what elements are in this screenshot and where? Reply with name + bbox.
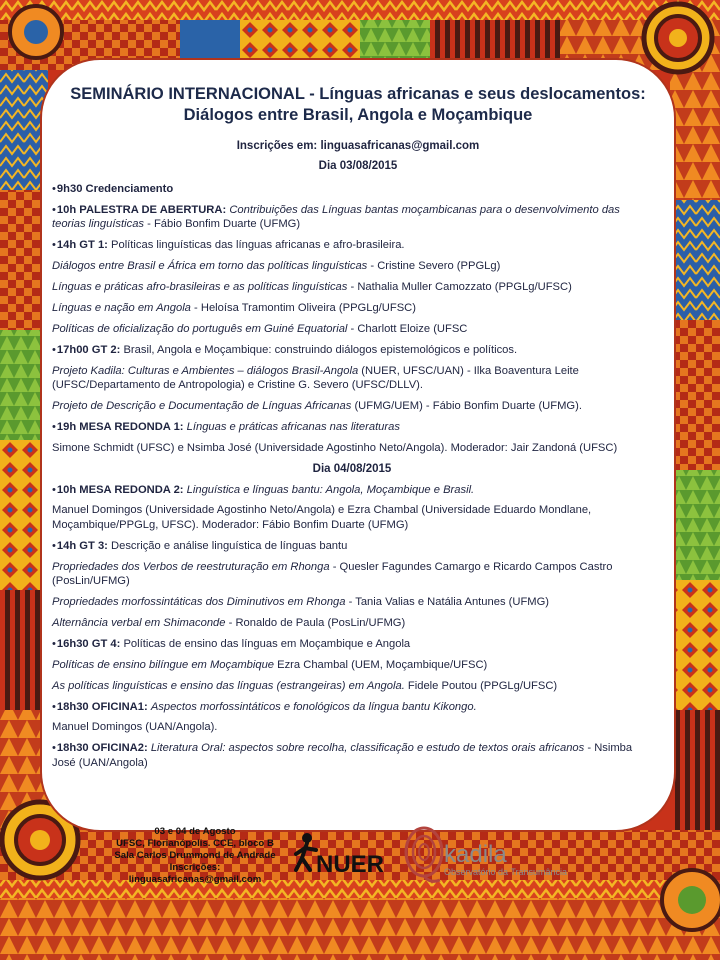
kadila-spiral-icon (400, 822, 600, 892)
presentation: Manuel Domingos (UAN/Angola). (52, 721, 218, 734)
event-room: Sala Carlos Drummond de Andrade (114, 850, 276, 861)
presentation: Línguas e nação em Angola - Heloísa Tramontim Oliveira (PPGLg/UFSC) (52, 301, 416, 314)
title-line-1: SEMINÁRIO INTERNACIONAL - Línguas africanas e seus deslocamentos: (70, 85, 646, 103)
medallion-top-right (644, 4, 712, 72)
day-2-heading: Dia 04/08/2015 (312, 462, 392, 475)
nuer-figure-icon (290, 826, 400, 886)
event-location: UFSC, Florianópolis. CCE, bloco B (116, 838, 274, 849)
presentation: Projeto Kadila: Culturas e Ambientes – diálogos Brasil-Angola (NUER, UFSC/UAN) - Ilka Boaventura Leite (UFSC/Departamento de Antropologia) e Cristine G. Severo (UFSC/DLLV). (52, 364, 579, 392)
program-item: •10h PALESTRA DE ABERTURA: Contribuições das Línguas bantas moçambicanas para o desenvolvimento das teorias linguísticas - Fábio Bonfim Duarte (UFMG) (52, 203, 620, 231)
nuer-logo (290, 826, 400, 886)
medallion-top-left (10, 6, 62, 58)
event-dates: 03 e 04 de Agosto (154, 826, 236, 837)
presentation: Línguas e práticas afro-brasileiras e as políticas linguísticas - Nathalia Muller Camozzato (PPGLg/UFSC) (52, 281, 572, 294)
presentation: Diálogos entre Brasil e África em torno das políticas linguísticas - Cristine Severo (PPGLg) (52, 260, 501, 273)
program-item: •10h MESA REDONDA 2: Linguística e línguas bantu: Angola, Moçambique e Brasil. (52, 483, 475, 496)
registration-email-line: Inscrições em: linguasafricanas@gmail.com (236, 140, 480, 152)
program-list (52, 182, 652, 777)
program-item: •9h30 Credenciamento (52, 183, 174, 195)
registration-email: linguasafricanas@gmail.com (128, 874, 262, 885)
medallion-bottom-right (662, 870, 720, 930)
presentation: Políticas de ensino bilíngue em Moçambique Ezra Chambal (UEM, Moçambique/UFSC) (52, 658, 488, 671)
presentation: Manuel Domingos (Universidade Agostinho Neto/Angola) e Ezra Chambal (Universidade Eduardo Mondlane, Moçambique/PPGLg, UFSC). Moderador: Fábio Bonfim Duarte (UFMG) (52, 504, 592, 531)
presentation: As políticas linguísticas e ensino das línguas (estrangeiras) em Angola. Fidele Poutou (PPGLg/UFSC) (52, 679, 558, 692)
event-info (100, 826, 290, 886)
program-item: •18h30 OFICINA1: Aspectos morfossintáticos e fonológicos da língua bantu Kikongo. (52, 700, 477, 713)
program-item: •18h30 OFICINA2: Literatura Oral: aspectos sobre recolha, classificação e estudo de textos orais africanos - Nsimba José (UAN/Angola) (52, 742, 633, 769)
presentation: Propriedades morfossintáticas dos Diminutivos em Rhonga - Tania Valias e Natália Antunes (UFMG) (52, 596, 550, 609)
title-line-2: Diálogos entre Brasil, Angola e Moçambique (183, 106, 533, 124)
presentation: Simone Schmidt (UFSC) e Nsimba José (Universidade Agostinho Neto/Angola). Moderador: Jair Zandoná (UFSC) (52, 441, 618, 454)
presentation: Alternância verbal em Shimaconde - Ronaldo de Paula (PosLin/UFMG) (52, 617, 406, 630)
day-1-heading: Dia 03/08/2015 (318, 160, 398, 172)
program-item: •19h MESA REDONDA 1: Línguas e práticas africanas nas literaturas (52, 420, 400, 433)
program-item: •17h00 GT 2: Brasil, Angola e Moçambique: construindo diálogos epistemológicos e políticos. (52, 343, 518, 356)
kadila-wordmark: kadila (444, 841, 507, 868)
presentation: Propriedades dos Verbos de reestruturação em Rhonga - Quesler Fagundes Camargo e Ricardo Campos Castro (PosLin/UFMG) (52, 560, 613, 588)
kadila-logo (400, 822, 600, 892)
program-item: •16h30 GT 4: Políticas de ensino das línguas em Moçambique e Angola (52, 637, 411, 650)
kadila-subtitle: Observatório da Transumância (444, 867, 568, 877)
program-item: •14h GT 3: Descrição e análise linguística de línguas bantu (52, 539, 348, 552)
presentation: Projeto de Descrição e Documentação de Línguas Africanas (UFMG/UEM) - Fábio Bonfim Duarte (UFMG). (52, 400, 582, 413)
registration-label: Inscrições: (169, 862, 221, 873)
program-item: •14h GT 1: Políticas linguísticas das línguas africanas e afro-brasileira. (52, 239, 405, 252)
seminar-title (50, 84, 666, 126)
presentation: Políticas de oficialização do português em Guiné Equatorial - Charlott Eloize (UFSC (52, 322, 468, 335)
nuer-wordmark: NUER (316, 851, 385, 878)
